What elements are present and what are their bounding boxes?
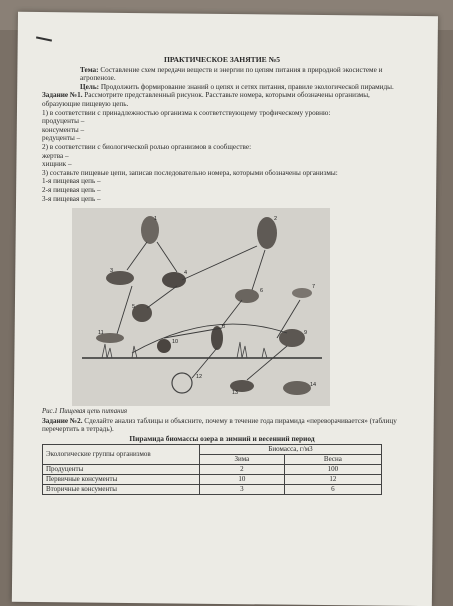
table-cell-group: Первичные консументы [43, 475, 200, 485]
question-3: 3) составьте пищевые цепи, записав последовательно номера, которыми обозначены организмы: [42, 168, 338, 177]
svg-text:2: 2 [274, 216, 278, 223]
table-row [43, 485, 382, 495]
table-header-group: Экологические группы организмов [43, 445, 200, 465]
bird-center [235, 289, 259, 303]
theme-paragraph [42, 66, 402, 83]
svg-text:3: 3 [110, 268, 114, 275]
svg-text:9: 9 [304, 330, 308, 337]
table-cell-spring: 100 [284, 465, 381, 475]
svg-text:12: 12 [196, 374, 203, 381]
svg-text:13: 13 [232, 390, 239, 397]
goal-text: Продолжить формирование знаний о цепях и сетях питания, правиле экологической пирамиды. [100, 82, 394, 91]
victim-line: жертва – [42, 151, 69, 160]
food-web-illustration [72, 208, 330, 406]
table-title: Пирамида биомассы озера в зимний и весенний период [129, 433, 315, 443]
producers-line: продуценты – [42, 117, 85, 126]
table-cell-spring: 6 [284, 485, 381, 495]
heron [292, 288, 312, 298]
table-cell-winter: 3 [200, 485, 285, 495]
svg-text:11: 11 [98, 330, 104, 337]
table-cell-winter: 10 [200, 475, 285, 485]
table-row [43, 475, 382, 485]
goal-label: Цель: [80, 82, 100, 91]
figure-caption: Рис.1 Пищевая цепь питания [42, 408, 128, 416]
svg-text:6: 6 [260, 288, 264, 295]
svg-text:8: 8 [222, 324, 226, 331]
page-title: ПРАКТИЧЕСКОЕ ЗАНЯТИЕ №5 [163, 55, 281, 64]
svg-text:14: 14 [310, 382, 317, 389]
biomass-table [42, 444, 382, 495]
table-header-winter: Зима [200, 455, 285, 465]
question-2: 2) в соответствии с биологической ролью организмов в сообществе: [42, 142, 252, 151]
theme-text: Составление схем передачи веществ и энергии по цепям питания в природной экосистеме и агропенозе. [80, 65, 383, 83]
reducers-line: редуценты – [42, 134, 81, 143]
table-cell-spring: 12 [284, 475, 381, 485]
svg-text:10: 10 [172, 339, 179, 346]
task2-text: Сделайте анализ таблицы и объясните, почему в течение года пирамида «переворачивается» (таблицу перечертить в тетрадь). [42, 416, 397, 434]
task2-label: Задание №2. [42, 416, 83, 425]
food-web-figure [72, 208, 330, 406]
goal-paragraph [42, 83, 402, 92]
task1-text: Рассмотрите представленный рисунок. Расставьте номера, которыми обозначены организмы, образующие пищевую цепь. [42, 91, 370, 108]
consumers-line: консументы – [42, 125, 85, 134]
svg-text:1: 1 [154, 216, 158, 223]
table-header-spring: Весна [284, 455, 381, 465]
task2-paragraph [42, 417, 402, 434]
table-row [43, 465, 382, 475]
table-header-biomass: Биомасса, г/м3 [200, 445, 382, 455]
hedgehog [283, 381, 311, 395]
svg-text:7: 7 [312, 284, 316, 291]
question-1: 1) в соответствии с принадлежностью организма к соответствующему трофическому уровню: [42, 108, 331, 117]
task1-paragraph [42, 91, 402, 108]
table-cell-group: Продуценты [43, 465, 200, 475]
chain-2-line: 2-я пищевая цепь – [42, 185, 101, 194]
table-cell-group: Вторичные консументы [43, 485, 200, 495]
chain-3-line: 3-я пищевая цепь – [42, 194, 101, 203]
task1-label: Задание №1. [42, 91, 83, 100]
snail [157, 339, 171, 353]
chain-1-line: 1-я пищевая цепь – [42, 177, 101, 186]
table-cell-winter: 2 [200, 465, 285, 475]
document-content [42, 56, 402, 495]
predator-line: хищник – [42, 160, 72, 169]
theme-label: Тема: [80, 65, 99, 74]
svg-text:5: 5 [132, 304, 136, 311]
svg-text:4: 4 [184, 270, 188, 277]
